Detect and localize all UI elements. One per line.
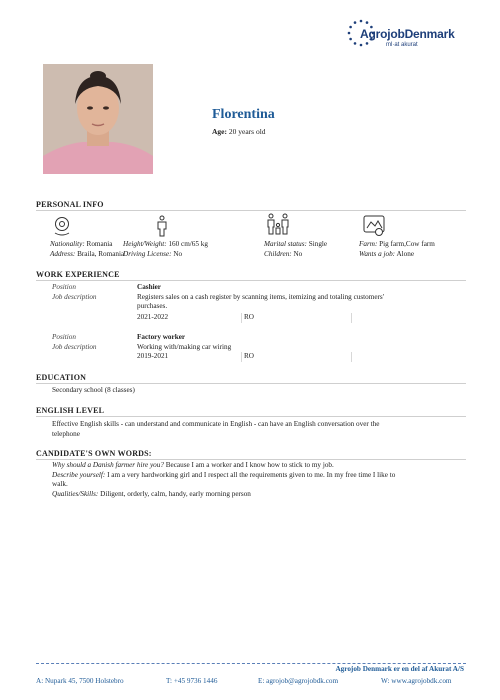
address-label: Address: [50,249,76,258]
footer-website[interactable]: W: www.agrojobdk.com [381,677,452,685]
work-experience-title: WORK EXPERIENCE [36,270,120,279]
own-words-title: CANDIDATE'S OWN WORDS: [36,449,152,458]
section-divider [36,459,466,460]
address-value: Braila, Romania [77,249,125,258]
question-qualities: Qualities/Skills: [52,490,99,498]
candidate-name: Florentina [212,107,275,122]
height-value: 160 cm/65 kg [168,240,208,248]
agrojob-logo [346,18,466,58]
height-label: Height/Weight: [123,240,167,248]
job-period: 2021-2022 [137,313,169,321]
column-separator [241,352,242,362]
person-height-icon [152,215,172,237]
marital-label: Marital status: [264,240,307,248]
job-description-label: Job description [52,293,97,301]
job-country: RO [244,313,254,321]
english-level-text: Effective English skills - can understand and communicate in English - can have an English conversation over the [52,420,380,428]
candidate-age [212,127,266,136]
job-description: Working with/making car wiring [137,343,232,351]
job-position: Cashier [137,283,161,291]
personal-info-col-2 [123,240,208,259]
wants-job-label: Wants a job: [359,249,396,258]
children-value: No [293,249,303,258]
question-describe: Describe yourself: [52,471,106,479]
english-level-text-cont: telephone [52,430,80,438]
question-hire: Why should a Danish farmer hire you? [52,461,164,469]
answer-hire: Because I am a worker and I know how to stick to my job. [165,461,334,469]
job-period: 2019-2021 [137,352,169,360]
education-text: Secondary school (8 classes) [52,386,135,394]
answer-describe: I am a very hardworking girl and I respect all the requirements given to me. In my free time I like to [107,471,396,479]
section-divider [36,416,466,417]
answer-describe-cont: walk. [52,480,68,488]
farm-icon [363,214,387,236]
english-level-title: ENGLISH LEVEL [36,406,105,415]
age-label: Age: [212,127,227,136]
education-title: EDUCATION [36,373,87,382]
job-description-cont: purchases. [137,302,168,310]
column-separator [241,313,242,323]
farm-label: Farm: [359,240,378,248]
farm-value: Pig farm,Cow farm [379,240,435,248]
footer-email[interactable]: E: agrojob@agrojobdk.com [258,677,339,685]
own-words-q1 [52,461,334,471]
personal-info-col-1 [50,240,124,259]
footer-divider [36,663,466,664]
location-icon [52,215,72,237]
license-label: Driving License: [123,249,172,258]
answer-qualities: Diligent, orderly, calm, handy, early morning person [100,490,251,498]
candidate-photo [43,64,153,174]
section-divider [36,280,466,281]
wants-job-value: Alone [396,249,415,258]
job-country: RO [244,352,254,360]
family-icon [265,213,291,235]
nationality-value: Romania [86,240,113,248]
own-words-q2 [52,471,395,481]
column-separator [351,313,352,323]
license-value: No [173,249,183,258]
footer-phone[interactable]: T: +45 9736 1446 [166,677,218,685]
column-separator [351,352,352,362]
job-position: Factory worker [137,333,186,341]
personal-info-col-4 [359,240,435,259]
children-label: Children: [264,249,292,258]
nationality-label: Nationality: [50,240,85,248]
job-description-label: Job description [52,343,97,351]
logo-sub: ml·at akurat [386,42,418,48]
job-position-label: Position [52,333,76,341]
marital-value: Single [308,240,328,248]
job-position-label: Position [52,283,76,291]
footer-brand: Agrojob Denmark er en del af Akurat A/S [335,665,464,673]
job-description: Registers sales on a cash register by scanning items, itemizing and totaling customers' [137,293,385,301]
personal-info-col-3 [264,240,327,259]
own-words-q3 [52,490,251,500]
personal-info-title: PERSONAL INFO [36,200,104,209]
footer-address: A: Nupark 45, 7500 Holstebro [36,677,124,685]
age-value: 20 years old [228,127,266,136]
section-divider [36,383,466,384]
section-divider [36,210,466,211]
logo-brand: AgrojobDenmark [360,27,455,41]
